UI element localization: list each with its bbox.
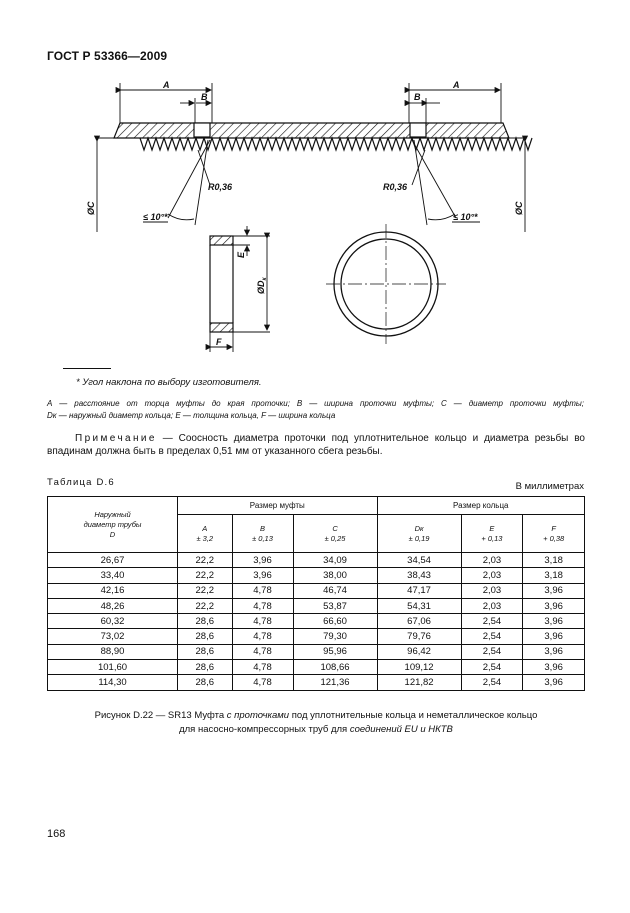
legend-line-2: Dк — наружный диаметр кольца; Е — толщина кольца, F — ширина кольца <box>47 411 336 420</box>
dim-b-left: B <box>201 92 208 102</box>
table-cell: 22,2 <box>178 568 233 583</box>
subheader-1 <box>232 515 293 553</box>
table-cell: 22,2 <box>178 598 233 613</box>
subheader-0 <box>178 515 233 553</box>
angle-left: ≤ 10°* <box>143 212 168 222</box>
table-cell: 28,6 <box>178 660 233 675</box>
subheader-tolerance: + 0,13 <box>481 533 503 543</box>
ring-front-view <box>326 224 446 344</box>
table-cell: 121,36 <box>293 675 377 690</box>
subheader-2 <box>293 515 377 553</box>
subheader-name: E <box>489 523 495 533</box>
note-text: — Соосность диаметра проточки под уплотнительное кольцо и диаметра резьбы во <box>156 433 585 444</box>
dim-b-right: B <box>414 92 421 102</box>
table-cell: 121,82 <box>377 675 461 690</box>
table-cell: 109,12 <box>377 660 461 675</box>
table-cell: 2,03 <box>461 553 523 568</box>
subheader-tolerance: ± 0,13 <box>252 533 273 543</box>
group-coupling-size: Размер муфты <box>178 497 378 515</box>
table-cell: 3,96 <box>523 660 585 675</box>
dia-c-left: ØC <box>86 201 96 215</box>
subheader-tolerance: ± 0,19 <box>408 533 430 543</box>
note-line-2: впадинам должна быть в пределах 0,51 мм от указанного сбега резьбы. <box>47 446 383 457</box>
subheader-name: F <box>551 523 556 533</box>
ring-e-label: E <box>236 251 246 258</box>
table-row <box>48 614 585 629</box>
table-cell: 3,96 <box>523 614 585 629</box>
table-cell: 96,42 <box>377 644 461 659</box>
dia-c-right: ØC <box>514 201 524 215</box>
table-cell: 28,6 <box>178 675 233 690</box>
table-cell: 4,78 <box>232 614 293 629</box>
subheader-tolerance: ± 0,25 <box>324 533 346 543</box>
table-body <box>48 553 585 691</box>
table-row <box>48 553 585 568</box>
subheader-name: C <box>332 523 338 533</box>
table-cell: 60,32 <box>48 614 178 629</box>
table-cell: 4,78 <box>232 660 293 675</box>
note-line-1 <box>47 432 585 445</box>
coupling-drawing <box>0 0 630 360</box>
ring-section <box>210 236 233 332</box>
table-cell: 2,54 <box>461 629 523 644</box>
table-cell: 28,6 <box>178 629 233 644</box>
note-label: Примечание <box>75 433 157 444</box>
legend-line-1: А — расстояние от торца муфты до края проточки; В — ширина проточки муфты; С — диаметр проточки муфты; <box>47 399 584 408</box>
table-cell: 73,02 <box>48 629 178 644</box>
table-cell: 4,78 <box>232 675 293 690</box>
table-cell: 2,54 <box>461 644 523 659</box>
table-cell: 66,60 <box>293 614 377 629</box>
table-row <box>48 583 585 598</box>
table-cell: 46,74 <box>293 583 377 598</box>
table-cell: 4,78 <box>232 598 293 613</box>
table-row <box>48 644 585 659</box>
table-cell: 48,26 <box>48 598 178 613</box>
table-cell: 4,78 <box>232 644 293 659</box>
coupling-section <box>114 123 532 150</box>
radius-right: R0,36 <box>383 182 408 192</box>
figure-caption-line-2: для насосно-компрессорных труб для соединений EU и НКТВ <box>179 724 453 735</box>
table-cell: 95,96 <box>293 644 377 659</box>
table-cell: 22,2 <box>178 583 233 598</box>
table-cell: 67,06 <box>377 614 461 629</box>
document-header: ГОСТ Р 53366—2009 <box>47 49 168 63</box>
table-cell: 3,96 <box>523 598 585 613</box>
table-cell: 3,96 <box>232 568 293 583</box>
ring-f-label: F <box>216 337 222 347</box>
table-cell: 2,03 <box>461 583 523 598</box>
table-cell: 34,54 <box>377 553 461 568</box>
table-cell: 33,40 <box>48 568 178 583</box>
page-number: 168 <box>47 828 66 840</box>
figure-caption-line-1: Рисунок D.22 — SR13 Муфта с проточками под уплотнительные кольца и неметаллическое кольцо <box>94 710 538 721</box>
table-cell: 26,67 <box>48 553 178 568</box>
dim-a-left: A <box>163 80 170 90</box>
footnote-rule <box>63 368 111 369</box>
table-row <box>48 629 585 644</box>
footnote: * Угол наклона по выбору изготовителя. <box>76 377 262 388</box>
table-cell: 34,09 <box>293 553 377 568</box>
subheader-name: B <box>260 523 266 533</box>
table-cell: 38,43 <box>377 568 461 583</box>
subheader-tolerance: ± 3,2 <box>196 533 214 543</box>
table-cell: 101,60 <box>48 660 178 675</box>
table-cell: 3,96 <box>523 675 585 690</box>
table-row <box>48 660 585 675</box>
group-ring-size: Размер кольца <box>377 497 584 515</box>
subheader-name: A <box>202 523 208 533</box>
subheader-5 <box>523 515 585 553</box>
table-cell: 53,87 <box>293 598 377 613</box>
dimensions-table <box>47 496 585 691</box>
table-row <box>48 568 585 583</box>
table-cell: 3,18 <box>523 553 585 568</box>
table-row <box>48 598 585 613</box>
table-cell: 42,16 <box>48 583 178 598</box>
table-cell: 3,96 <box>523 583 585 598</box>
table-cell: 28,6 <box>178 644 233 659</box>
table-cell: 3,96 <box>232 553 293 568</box>
table-cell: 2,03 <box>461 598 523 613</box>
table-cell: 54,31 <box>377 598 461 613</box>
angle-right: ≤ 10°* <box>453 212 478 222</box>
table-cell: 28,6 <box>178 614 233 629</box>
table-cell: 2,03 <box>461 568 523 583</box>
table-cell: 79,76 <box>377 629 461 644</box>
table-cell: 108,66 <box>293 660 377 675</box>
col-pipe-diameter: Наружный диаметр трубы D <box>48 497 178 553</box>
table-cell: 4,78 <box>232 629 293 644</box>
subheader-tolerance: + 0,38 <box>543 533 565 543</box>
table-cell: 2,54 <box>461 660 523 675</box>
table-units: В миллиметрах <box>515 481 584 492</box>
table-cell: 22,2 <box>178 553 233 568</box>
radius-left: R0,36 <box>208 182 233 192</box>
table-cell: 88,90 <box>48 644 178 659</box>
subheader-3 <box>377 515 461 553</box>
table-cell: 114,30 <box>48 675 178 690</box>
table-cell: 2,54 <box>461 675 523 690</box>
table-cell: 79,30 <box>293 629 377 644</box>
table-cell: 4,78 <box>232 583 293 598</box>
table-cell: 38,00 <box>293 568 377 583</box>
subheader-4 <box>461 515 523 553</box>
table-cell: 2,54 <box>461 614 523 629</box>
ring-dk-label: $ØD_к$ <box>256 277 268 294</box>
subheader-name: Dк <box>414 523 424 533</box>
table-cell: 47,17 <box>377 583 461 598</box>
table-cell: 3,96 <box>523 644 585 659</box>
table-cell: 3,96 <box>523 629 585 644</box>
table-caption: Таблица D.6 <box>47 477 115 488</box>
table-row <box>48 675 585 690</box>
dim-a-right: A <box>453 80 460 90</box>
table-cell: 3,18 <box>523 568 585 583</box>
